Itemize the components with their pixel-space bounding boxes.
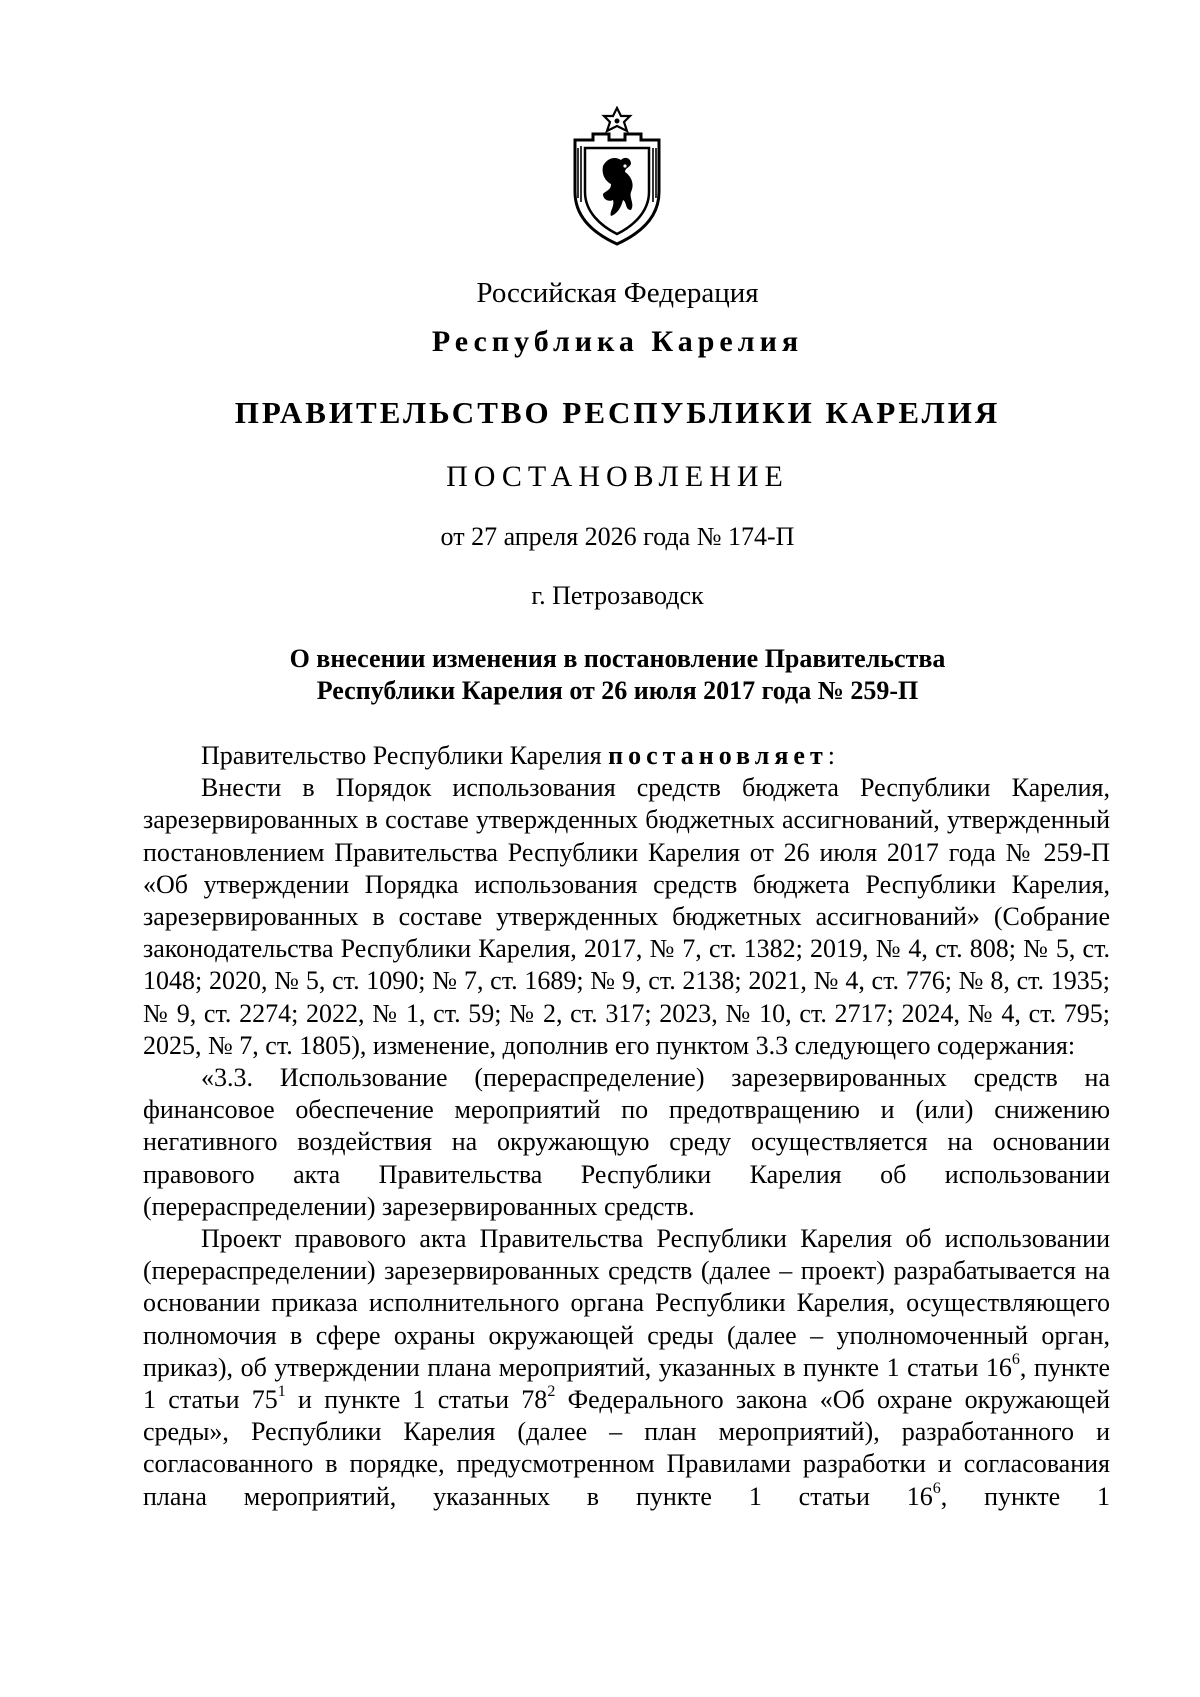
superscript-index: 6 xyxy=(932,1480,941,1498)
country-name: Российская Федерация xyxy=(476,277,759,309)
amendment-paragraph: Внести в Порядок использования средств бюджета Республики Карелия, зарезервированных в составе утвержденных бюджетных ассигнований, утвержденный постановлением Правительства Республики Карелия от 26 июля 2017 года № 259-П «Об утверждении Порядка использования средств бюджета Республики Карелия, зарезервированных в составе утвержденных бюджетных ассигнований» (Собрание законодательства Республики Карелия, 2017, № 7, ст. 1382; 2019, № 4, ст. 808; № 5, ст. 1048; 2020, № 5, ст. 1090; № 7, ст. 1689; № 9, ст. 2138; 2021, № 4, ст. 776; № 8, ст. 1935; № 9, ст. 2274; 2022, № 1, ст. 59; № 2, ст. 317; 2023, № 10, ст. 2717; 2024, № 4, ст. 795; 2025, № 7, ст. 1805), изменение, дополнив его пунктом 3.3 следующего содержания: xyxy=(143,773,1110,1060)
clause-3-3-paragraph: «3.3. Использование (перераспределение) зарезервированных средств на финансовое обеспечение мероприятий по предотвращению и (или) снижению негативного воздействия на окружающую среду осуществляется на основании правового акта Правительства Республики Карелия об использовании (перераспределении) зарезервированных средств. xyxy=(143,1063,1110,1221)
superscript-index: 2 xyxy=(547,1383,556,1401)
superscript-index: 6 xyxy=(1011,1351,1020,1369)
document-body xyxy=(143,740,1110,1513)
document-title-line-2: Республики Карелия от 26 июля 2017 года № 259-П xyxy=(316,676,919,705)
draft-act-text-b: , пункте 1 статьи 75 xyxy=(143,1352,1110,1415)
draft-act-paragraph xyxy=(143,1223,1110,1513)
decree-kind: ПОСТАНОВЛЕНИЕ xyxy=(446,460,789,493)
karelia-coat-of-arms-icon xyxy=(569,106,665,246)
resolution-verb: постановляет xyxy=(608,741,828,770)
republic-name: Республика Карелия xyxy=(431,325,804,358)
document-title-line-1: О внесении изменения в постановление Правительства xyxy=(289,644,946,673)
resolution-colon: : xyxy=(827,741,835,770)
document-title xyxy=(0,643,1200,707)
city-name: г. Петрозаводск xyxy=(531,581,704,610)
decree-date-number: от 27 апреля 2026 года № 174-П xyxy=(440,522,795,551)
draft-act-text-c: и пункте 1 статьи 78 xyxy=(285,1385,548,1415)
resolution-intro-paragraph xyxy=(143,740,1110,772)
resolution-intro-text: Правительство Республики Карелия xyxy=(201,741,609,770)
draft-act-text-d: Федерального закона «Об охране окружающей среды», Республики Карелия (далее – план мероприятий), разработанного и согласованного в порядке, предусмотренном Правилами разработки и согласования плана мероприятий, указанных в пункте 1 статьи 16 xyxy=(143,1385,1110,1511)
government-name: ПРАВИТЕЛЬСТВО РЕСПУБЛИКИ КАРЕЛИЯ xyxy=(234,395,1001,430)
draft-act-text-e: , пункте 1 xyxy=(940,1481,1110,1511)
superscript-index: 1 xyxy=(277,1383,286,1401)
draft-act-text-a: Проект правового акта Правительства Республики Карелия об использовании (перераспределении) зарезервированных средств (далее – проект) разрабатывается на основании приказа исполнительного органа Республики Карелия, осуществляющего полномочия в сфере охраны окружающей среды (далее – уполномоченный орган, приказ), об утверждении плана мероприятий, указанных в пункте 1 статьи 16 xyxy=(143,1224,1110,1382)
